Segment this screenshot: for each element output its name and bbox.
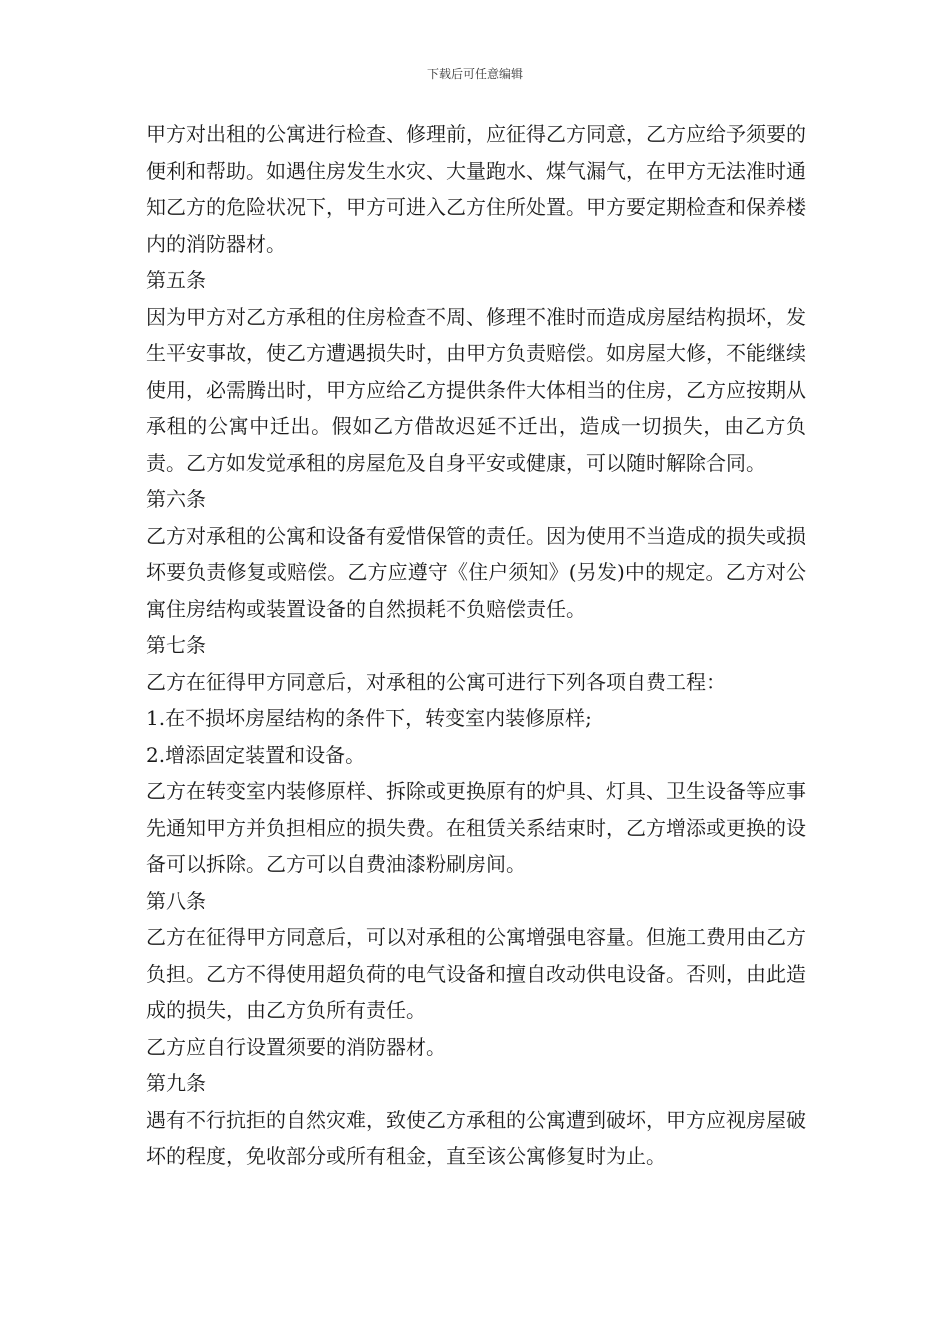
article-8-heading: 第八条 xyxy=(146,888,206,913)
paragraph-inspection: 甲方对出租的公寓进行检查、修理前，应征得乙方同意，乙方应给予须要的便利和帮助。如遇住房发生水灾、大量跑水、煤气漏气，在甲方无法准时通知乙方的危险状况下，甲方可进入乙方住所处置。甲方要定期检查和保养楼内的消防器材。 xyxy=(146,122,806,256)
article-7-heading: 第七条 xyxy=(146,633,206,657)
paragraph-article-7-intro: 乙方在征得甲方同意后，对承租的公寓可进行下列各项自费工程： xyxy=(146,669,726,694)
paragraph-article-8: 乙方在征得甲方同意后，可以对承租的公寓增强电容量。但施工费用由乙方负担。乙方不得使用超负荷的电气设备和擅自改动供电设备。否则，由此造成的损失，由乙方负所有责任。 xyxy=(146,925,806,1022)
document-body xyxy=(146,116,806,1175)
paragraph-article-6: 乙方对承租的公寓和设备有爱惜保管的责任。因为使用不当造成的损失或损坏要负责修复或赔偿。乙方应遵守《住户须知》(另发)中的规定。乙方对公寓住房结构或装置设备的自然损耗不负赔偿责任。 xyxy=(146,523,806,621)
article-9-heading: 第九条 xyxy=(146,1071,206,1095)
list-item-2: 2.增添固定装置和设备。 xyxy=(146,742,366,767)
article-5-heading: 第五条 xyxy=(146,268,206,292)
paragraph-article-8-fire: 乙方应自行设置须要的消防器材。 xyxy=(146,1034,446,1059)
page-header: 下载后可任意编辑 xyxy=(426,67,523,81)
article-6-heading: 第六条 xyxy=(146,487,206,511)
paragraph-article-7-detail: 乙方在转变室内装修原样、拆除或更换原有的炉具、灯具、卫生设备等应事先通知甲方并负担相应的损失费。在租赁关系结束时，乙方增添或更换的设备可以拆除。乙方可以自费油漆粉刷房间。 xyxy=(146,779,806,876)
list-item-1: 1.在不损坏房屋结构的条件下，转变室内装修原样; xyxy=(146,706,592,730)
paragraph-article-5: 因为甲方对乙方承租的住房检查不周、修理不准时而造成房屋结构损坏，发生平安事故，使乙方遭遇损失时，由甲方负责赔偿。如房屋大修，不能继续使用，必需腾出时，甲方应给乙方提供条件大体相当的住房，乙方应按期从承租的公寓中迁出。假如乙方借故迟延不迁出，造成一切损失，由乙方负责。乙方如发觉承租的房屋危及自身平安或健康，可以随时解除合同。 xyxy=(146,304,806,475)
paragraph-article-9: 遇有不行抗拒的自然灾难，致使乙方承租的公寓遭到破坏，甲方应视房屋破坏的程度，免收部分或所有租金，直至该公寓修复时为止。 xyxy=(146,1107,806,1168)
